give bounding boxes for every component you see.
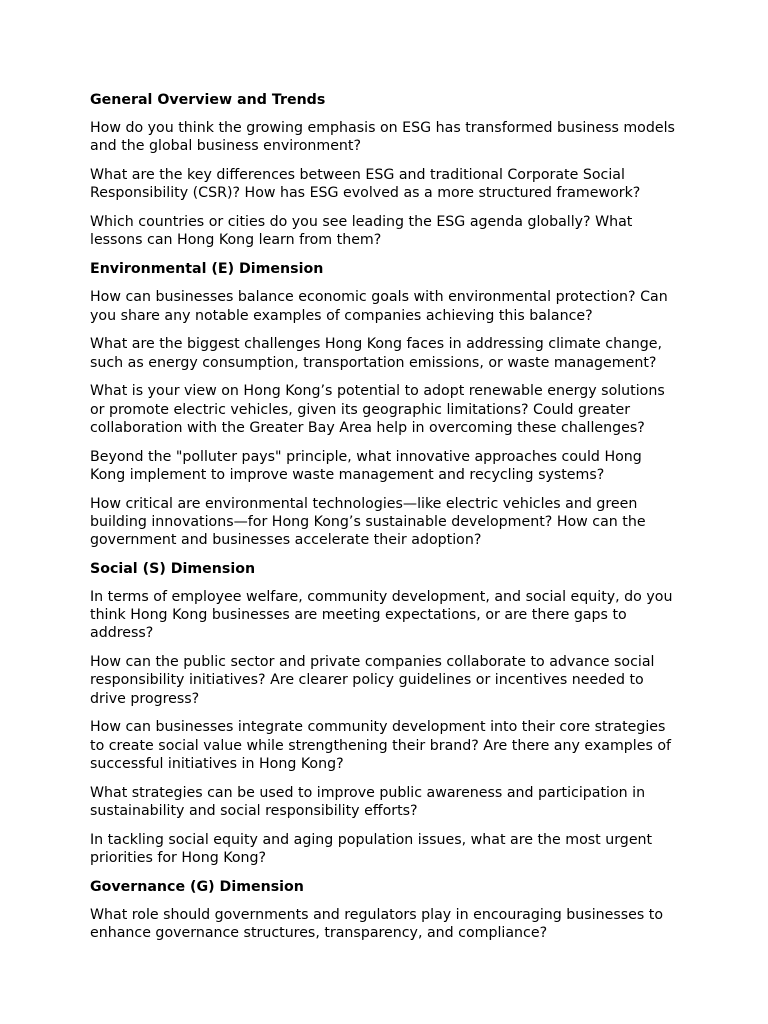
question-paragraph: How do you think the growing emphasis on ESG has transformed business models and the global business environment? [90, 120, 675, 155]
section-governance [90, 878, 676, 943]
question-paragraph: What strategies can be used to improve public awareness and participation in sustainability and social responsibility efforts? [90, 784, 646, 819]
question-paragraph: In terms of employee welfare, community development, and social equity, do you think Hong Kong businesses are meeting expectations, or are there gaps to address? [90, 589, 673, 642]
question-paragraph: How critical are environmental technologies—like electric vehicles and green building innovations—for Hong Kong’s sustainable development? How can the government and businesses accelerate their adoption? [90, 495, 646, 549]
question-paragraph: In tackling social equity and aging population issues, what are the most urgent priorities for Hong Kong? [90, 831, 653, 866]
question-paragraph: Beyond the "polluter pays" principle, what innovative approaches could Hong Kong implement to improve waste management and recycling systems? [90, 448, 642, 483]
section-social [90, 560, 676, 867]
question-paragraph: Which countries or cities do you see leading the ESG agenda globally? What lessons can Hong Kong learn from them? [90, 214, 633, 249]
question-paragraph: What role should governments and regulators play in encouraging businesses to enhance governance structures, transparency, and compliance? [90, 906, 664, 942]
section-heading: General Overview and Trends [90, 92, 326, 108]
question-paragraph: What are the biggest challenges Hong Kong faces in addressing climate change, such as energy consumption, transportation emissions, or waste management? [90, 336, 663, 371]
section-general-overview [90, 91, 676, 250]
section-environmental [90, 260, 676, 549]
section-heading: Environmental (E) Dimension [90, 261, 324, 278]
section-heading: Social (S) Dimension [90, 560, 256, 577]
question-paragraph: What is your view on Hong Kong’s potential to adopt renewable energy solutions or promote electric vehicles, given its geographic limitations? Could greater collaboration with the Greater Bay Area help in overcoming these challenges? [90, 383, 665, 436]
question-paragraph: How can businesses balance economic goals with environmental protection? Can you share any notable examples of companies achieving this balance? [90, 289, 668, 324]
question-paragraph: How can businesses integrate community development into their core strategies to create social value while strengthening their brand? Are there any examples of successful initiatives in Hong Kong? [90, 719, 672, 772]
section-heading: Governance (G) Dimension [90, 878, 304, 895]
question-paragraph: How can the public sector and private companies collaborate to advance social responsibility initiatives? Are clearer policy guidelines or incentives needed to drive progress? [90, 654, 655, 707]
question-paragraph: What are the key differences between ESG and traditional Corporate Social Responsibility (CSR)? How has ESG evolved as a more structured framework? [90, 167, 641, 202]
